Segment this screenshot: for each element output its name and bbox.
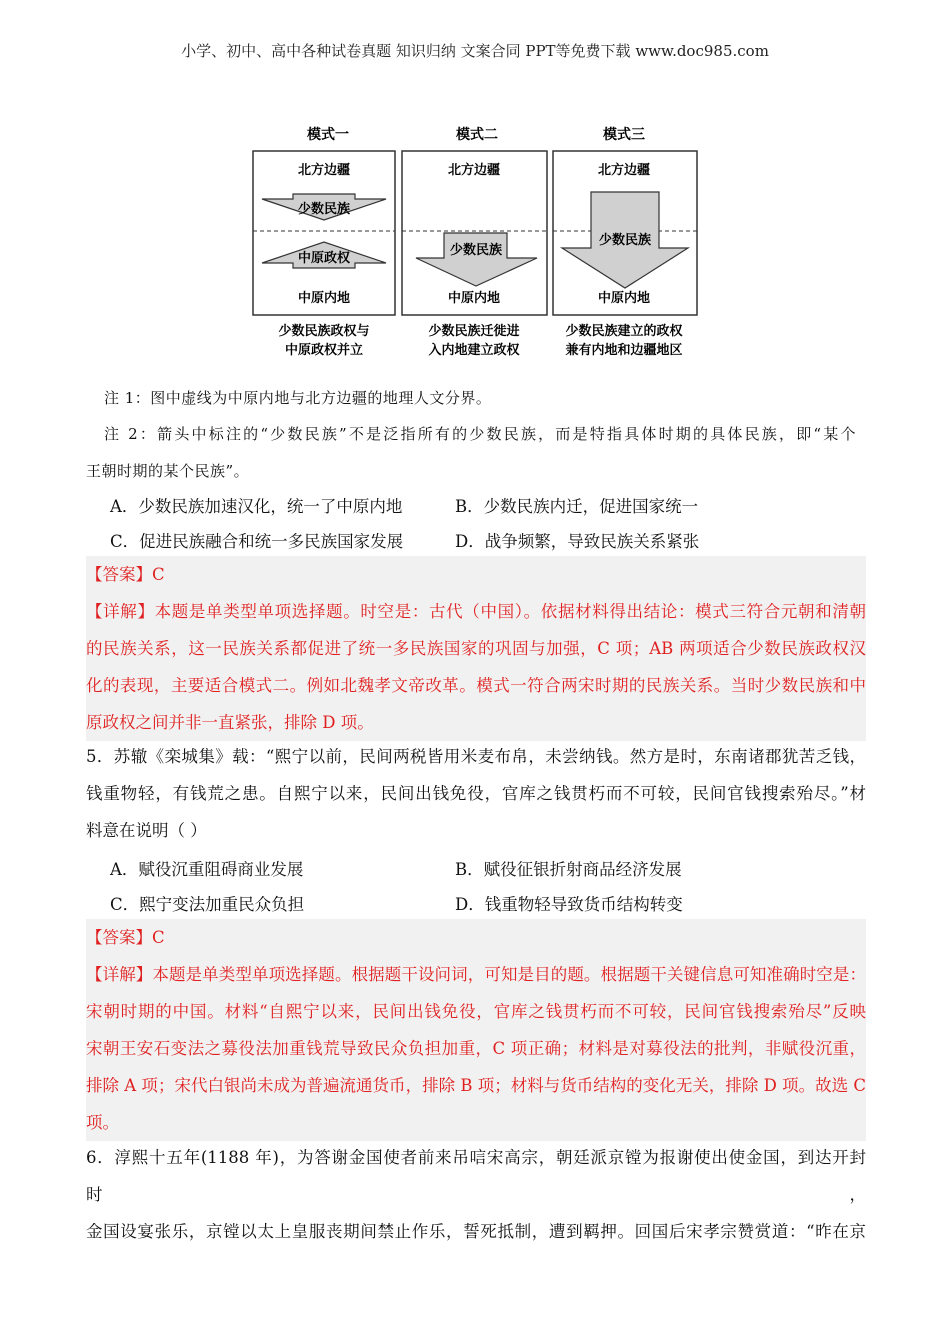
q4-option-b: B．少数民族内迁，促进国家统一: [455, 497, 699, 516]
mode2-caption-2: 入内地建立政权: [428, 343, 520, 358]
q4-option-d: D．战争频繁，导致民族关系紧张: [455, 532, 700, 551]
mode3-top-label: 北方边疆: [597, 163, 651, 178]
q4-explain-line-3: 化的表现，主要适合模式二。例如北魏孝文帝改革。模式一符合两宋时期的民族关系。当时少数民族和中: [86, 676, 866, 695]
q4-option-a: A．少数民族加速汉化，统一了中原内地: [110, 497, 403, 516]
mode1-caption-1: 少数民族政权与: [278, 324, 370, 339]
q6-stem-line-1: 6．淳熙十五年(1188 年)，为答谢金国使者前来吊唁宋高宗，朝廷派京镗为报谢使出使金国，到达开封时，: [86, 1148, 866, 1204]
q4-answer-block: [86, 556, 866, 741]
q5-explain-line-5: 项。: [86, 1113, 119, 1132]
q5-option-b: B．赋役征银折射商品经济发展: [455, 860, 682, 879]
q5-explain-line-3: 宋朝王安石变法之募役法加重钱荒导致民众负担加重，C 项正确；材料是对募役法的批判，非赋役沉重，: [86, 1039, 866, 1058]
mode2-arrow-label: 少数民族: [449, 243, 503, 258]
mode3-bottom-label: 中原内地: [597, 291, 651, 306]
q4-explain-line-1: 【详解】本题是单类型单项选择题。时空是：古代（中国）。依据材料得出结论：模式三符合元朝和清朝: [86, 602, 866, 621]
modes-diagram-svg: [250, 120, 700, 365]
q6-stem-line-2: 金国设宴张乐，京镗以太上皇服丧期间禁止作乐，誓死抵制，遭到羁押。回国后宋孝宗赞赏道：“昨在京: [86, 1222, 866, 1241]
q4-explain-line-4: 原政权之间并非一直紧张，排除 D 项。: [86, 713, 374, 732]
q5-explain-line-4: 排除 A 项；宋代白银尚未成为普遍流通货币，排除 B 项；材料与货币结构的变化无关，排除 D 项。故选 C: [86, 1076, 866, 1095]
mode2-top-label: 北方边疆: [447, 163, 501, 178]
mode3-caption-1: 少数民族建立的政权: [565, 324, 683, 339]
page-header: 小学、初中、高中各种试卷真题 知识归纳 文案合同 PPT等免费下载 www.doc985.com: [181, 42, 769, 60]
mode3-title: 模式三: [603, 127, 645, 143]
q5-option-d: D．钱重物轻导致货币结构转变: [455, 895, 683, 914]
q5-stem: [86, 738, 866, 849]
mode3-arrow-label: 少数民族: [598, 233, 652, 248]
mode1-bottom-label: 中原内地: [297, 291, 351, 306]
q5-stem-line-2: 钱重物轻，有钱荒之患。自熙宁以来，民间出钱免役，官库之钱贯朽而不可较，民间官钱搜索殆尽。”材: [86, 784, 866, 803]
q5-explain-line-1: 【详解】本题是单类型单项选择题。根据题干设问词，可知是目的题。根据题干关键信息可知准确时空是：: [86, 965, 866, 984]
q5-explain-line-2: 宋朝时期的中国。材料“自熙宁以来，民间出钱免役，官库之钱贯朽而不可较，民间官钱搜索殆尽”反映: [86, 1002, 866, 1021]
q5-answer: 【答案】C: [86, 928, 165, 947]
q4-answer: 【答案】C: [86, 565, 165, 584]
mode1-arrow-up-label: 少数民族: [297, 202, 351, 217]
q5-stem-line-1: 5．苏辙《栾城集》载：“熙宁以前，民间两税皆用米麦布帛，未尝纳钱。然方是时，东南诸郡犹苦乏钱，: [86, 747, 866, 766]
mode1-arrow-down-label: 中原政权: [297, 251, 351, 266]
mode3-caption-2: 兼有内地和边疆地区: [565, 343, 683, 358]
q5-answer-block: [86, 919, 866, 1141]
mode1-caption-2: 中原政权并立: [284, 343, 364, 358]
modes-diagram: [250, 120, 700, 365]
q5-option-c: C．熙宁变法加重民众负担: [110, 895, 305, 914]
note-2-line-1-text: 注 2：箭头中标注的“少数民族”不是泛指所有的少数民族，而是特指具体时期的具体民族，即“某个: [104, 425, 856, 443]
note-2-line-1: [104, 423, 856, 444]
q4-explain-line-2: 的民族关系，这一民族关系都促进了统一多民族国家的巩固与加强，C 项；AB 两项适合少数民族政权汉: [86, 639, 866, 658]
q6-stem: [86, 1139, 866, 1250]
note-2-line-2: 王朝时期的某个民族”。: [86, 462, 250, 480]
q5-option-a: A．赋役沉重阻碍商业发展: [110, 860, 304, 879]
note-1: 注 1：图中虚线为中原内地与北方边疆的地理人文分界。: [104, 389, 492, 407]
mode1-title: 模式一: [307, 127, 349, 143]
mode1-top-label: 北方边疆: [297, 163, 351, 178]
mode2-title: 模式二: [456, 127, 498, 143]
q5-stem-line-3: 料意在说明（ ）: [86, 821, 207, 840]
mode2-bottom-label: 中原内地: [447, 291, 501, 306]
q4-option-c: C．促进民族融合和统一多民族国家发展: [110, 532, 404, 551]
mode2-caption-1: 少数民族迁徙进: [428, 324, 520, 339]
